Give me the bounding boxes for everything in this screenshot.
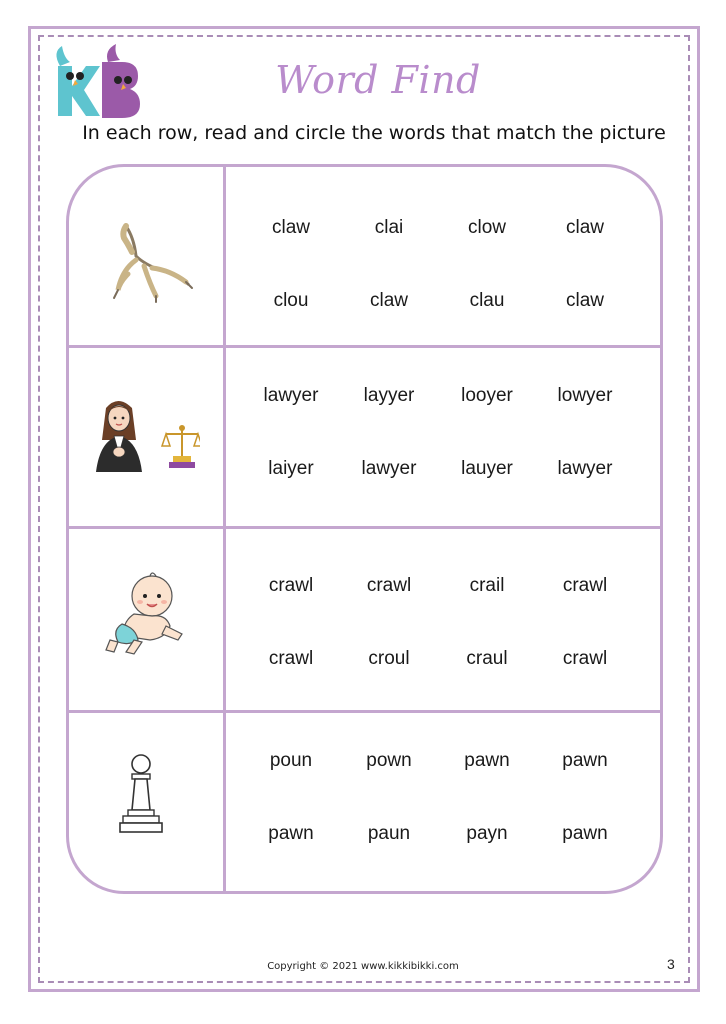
word-option[interactable]: clou [273,290,309,311]
chess-pawn-icon [118,750,164,840]
word-option[interactable]: lawyer [361,458,417,479]
word-option[interactable]: crawl [268,648,314,669]
grid-divider-row-2 [66,526,663,529]
grid-divider-vertical [223,164,226,894]
instructions-text: In each row, read and circle the words that match the picture [82,122,666,144]
copyright-text: Copyright © 2021 www.kikkibikki.com [267,961,459,972]
word-option[interactable]: lauyer [461,458,513,479]
word-option[interactable]: paun [367,823,411,844]
lawyer-icon [92,394,200,474]
word-option[interactable]: crail [469,575,505,596]
word-option[interactable]: pawn [268,823,314,844]
word-option[interactable]: poun [269,750,313,771]
word-option[interactable]: laiyer [268,458,314,479]
baby-crawl-icon [104,570,188,658]
word-option[interactable]: lowyer [557,385,613,406]
word-option[interactable]: crawl [562,575,608,596]
word-option[interactable]: pawn [464,750,510,771]
word-option[interactable]: croul [368,648,410,669]
word-option[interactable]: craul [466,648,508,669]
word-option[interactable]: looyer [461,385,513,406]
word-option[interactable]: claw [271,217,310,238]
word-option[interactable]: crawl [366,575,412,596]
word-option[interactable]: clow [467,217,506,238]
page-number: 3 [667,956,675,972]
word-option[interactable]: clau [469,290,505,311]
word-option[interactable]: pown [366,750,412,771]
grid-divider-row-3 [66,710,663,713]
grid-divider-row-1 [66,345,663,348]
word-option[interactable]: lawyer [263,385,319,406]
word-option[interactable]: payn [466,823,508,844]
word-option[interactable]: pawn [562,823,608,844]
claw-icon [104,218,196,304]
word-option[interactable]: claw [369,290,408,311]
word-option[interactable]: clai [374,217,404,238]
word-option[interactable]: lawyer [557,458,613,479]
word-option[interactable]: layyer [363,385,415,406]
word-option[interactable]: claw [565,217,604,238]
word-option[interactable]: pawn [562,750,608,771]
word-option[interactable]: crawl [562,648,608,669]
word-option[interactable]: claw [565,290,604,311]
word-option[interactable]: crawl [268,575,314,596]
page-title: Word Find [275,58,481,102]
